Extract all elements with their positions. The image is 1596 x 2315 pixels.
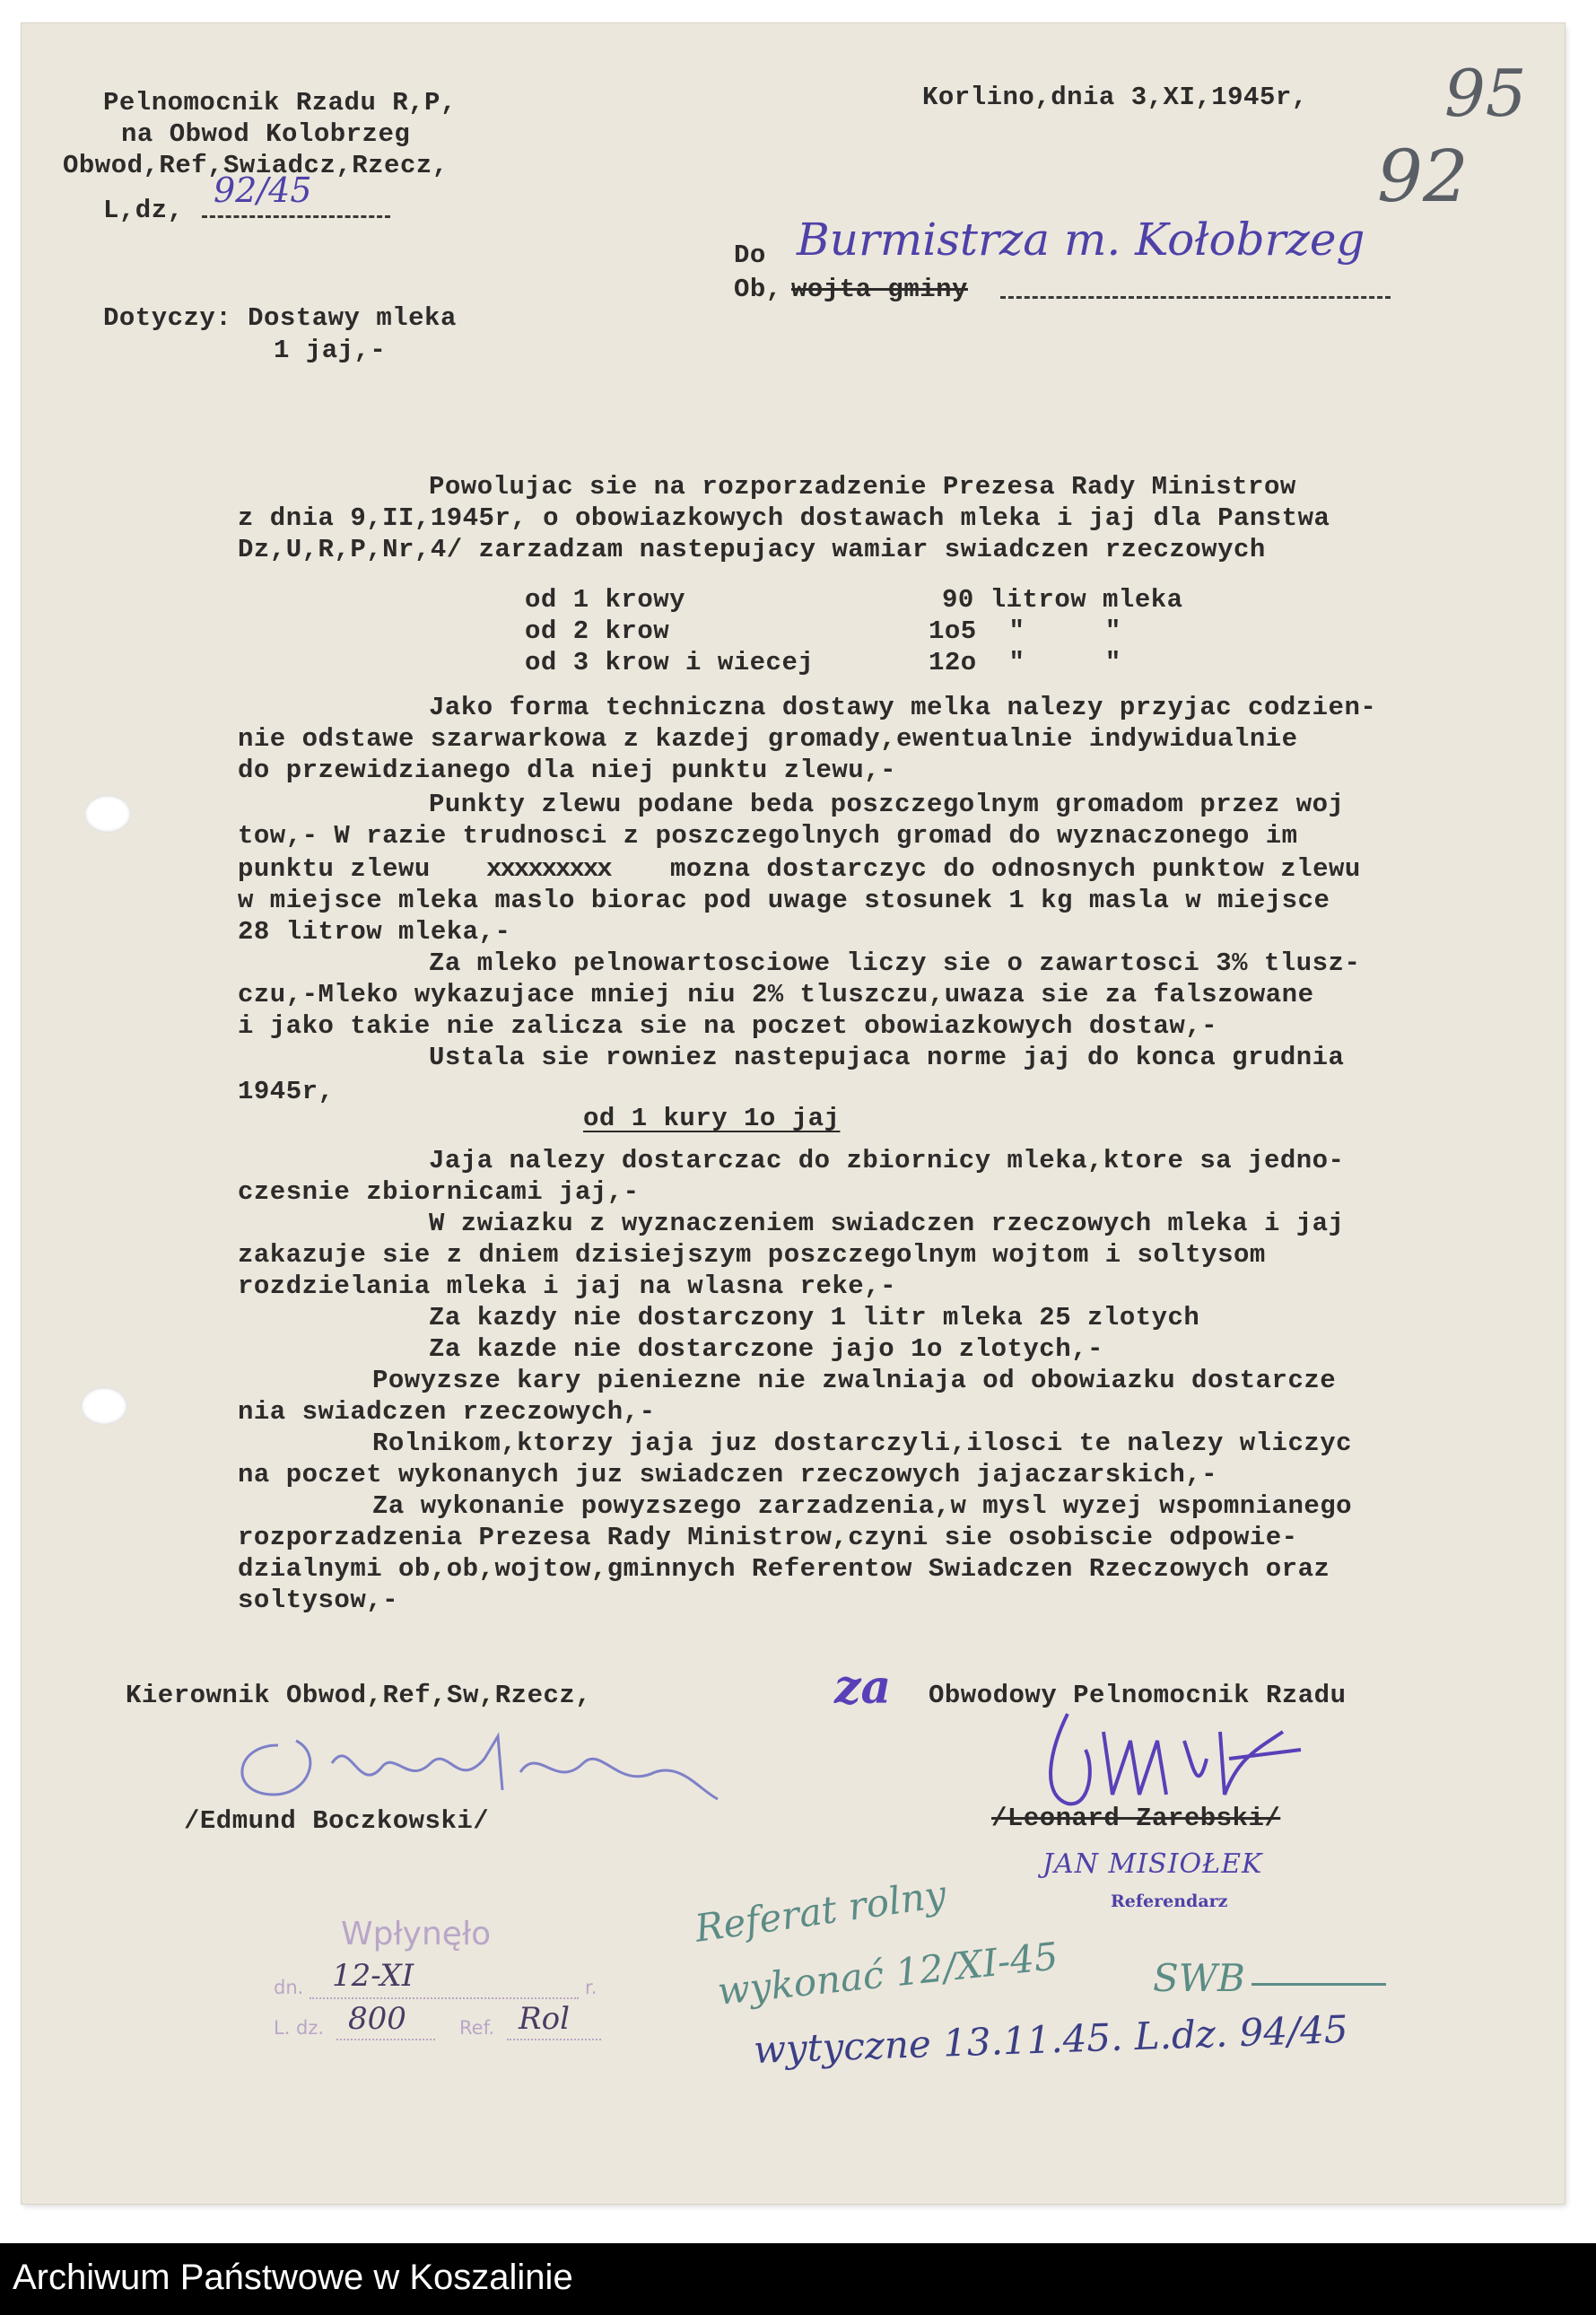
right-signatory-title: Obwodowy Pelnomocnik Rzadu xyxy=(929,1681,1347,1710)
punch-hole-top xyxy=(84,795,131,833)
addressee-ob-label: Ob, xyxy=(734,275,782,304)
reference-prefix: L,dz, xyxy=(103,196,184,225)
egg-norm: od 1 kury 1o jaj xyxy=(583,1104,841,1133)
reference-underline xyxy=(202,215,390,218)
annotation-green-line-2: wykonać 12/XI-45 xyxy=(715,1934,1060,2014)
received-dn-line xyxy=(310,1997,579,1999)
body-line: czu,-Mleko wykazujace mniej niu 2% tluszczu,uwaza sie za falszowane xyxy=(238,980,1314,1009)
annotation-green-tail xyxy=(1252,1983,1386,1986)
body-line: 28 litrow mleka,- xyxy=(238,917,511,947)
archive-name: Archiwum Państwowe w Koszalinie xyxy=(13,2258,573,2297)
annotation-blue-line: wytyczne 13.11.45. L.dz. 94/45 xyxy=(753,2006,1349,2072)
archive-number-struck: 92 xyxy=(1377,135,1469,218)
sender-line-3: Obwod,Ref,Swiadcz,Rzecz, xyxy=(63,151,449,180)
received-stamp-title: Wpłynęło xyxy=(341,1916,492,1952)
body-line: Rolnikom,ktorzy jaja juz dostarczyli,ilosci te nalezy wliczyc xyxy=(372,1428,1353,1458)
received-ref-value: Rol xyxy=(519,2001,570,2037)
body-line: zakazuje sie z dniem dzisiejszym poszczegolnym wojtom i soltysom xyxy=(238,1240,1266,1270)
body-line: Jaja nalezy dostarczac do zbiornicy mleka,ktore sa jedno- xyxy=(429,1146,1345,1175)
body-line: mozna dostarczyc do odnosnych punktow zlewu xyxy=(670,854,1361,884)
addressee-handwritten: Burmistrza m. Kołobrzeg xyxy=(797,214,1365,266)
body-line: soltysow,- xyxy=(238,1586,399,1615)
body-line: 1945r, xyxy=(238,1077,335,1106)
body-line: nia swiadczen rzeczowych,- xyxy=(238,1397,656,1427)
place-date: Korlino,dnia 3,XI,1945r, xyxy=(922,83,1308,112)
subject-line-1: Dotyczy: Dostawy mleka xyxy=(103,303,457,333)
intro-line-3: Dz,U,R,P,Nr,4/ zarzadzam nastepujacy wamiar swiadczen rzeczowych xyxy=(238,535,1266,564)
body-line: czesnie zbiornicami jaj,- xyxy=(238,1177,640,1207)
body-line: Powyzsze kary pieniezne nie zwalniaja od obowiazku dostarcze xyxy=(372,1366,1337,1395)
quota-label-1: od 1 krowy xyxy=(525,585,686,615)
body-line: Za mleko pelnowartosciowe liczy sie o zawartosci 3% tlusz- xyxy=(429,948,1361,978)
body-line: W zwiazku z wyznaczeniem swiadczen rzeczowych mleka i jaj xyxy=(429,1209,1345,1238)
body-line: Punkty zlewu podane beda poszczegolnym gromadom przez woj xyxy=(429,790,1345,819)
quota-label-2: od 2 krow xyxy=(525,616,670,646)
quota-value-2: 1o5 " " xyxy=(929,616,1121,646)
quota-value-1: 90 litrow mleka xyxy=(942,585,1183,615)
right-signatory-name-struck: /Leonard Zarebski/ xyxy=(991,1804,1281,1833)
body-line: i jako takie nie zalicza sie na poczet obowiazkowych dostaw,- xyxy=(238,1011,1218,1041)
body-line: na poczet wykonanych juz swiadczen rzeczowych jajaczarskich,- xyxy=(238,1460,1218,1489)
sender-line-1: Pelnomocnik Rzadu R,P, xyxy=(103,88,457,118)
stamp-name: JAN MISIOŁEK xyxy=(1042,1848,1263,1880)
body-line: Za kazde nie dostarczone jajo 1o zlotych,- xyxy=(429,1334,1103,1364)
received-ldz-value: 800 xyxy=(348,2001,406,2037)
archive-footer xyxy=(0,2243,1596,2315)
punch-hole-bottom xyxy=(81,1387,127,1425)
body-line: do przewidzianego dla niej punktu zlewu,- xyxy=(238,756,897,785)
annotation-green-initials: SWB xyxy=(1153,1956,1245,2000)
za-handwritten: za xyxy=(834,1660,892,1715)
addressee-ob-struck: wojta gminy xyxy=(791,275,968,304)
sender-line-2: na Obwod Kolobrzeg xyxy=(121,119,411,149)
body-line: tow,- W razie trudnosci z poszczegolnych gromad do wyznaczonego im xyxy=(238,821,1298,851)
received-dn-label: dn. xyxy=(274,1977,304,1998)
intro-line-2: z dnia 9,II,1945r, o obowiazkowych dostawach mleka i jaj dla Panstwa xyxy=(238,503,1330,533)
reference-number: 92/45 xyxy=(214,170,312,210)
body-line: rozdzielania mleka i jaj na wlasna reke,- xyxy=(238,1271,897,1301)
addressee-do-label: Do xyxy=(734,240,766,270)
body-line: Za kazdy nie dostarczony 1 litr mleka 25 zlotych xyxy=(429,1303,1200,1332)
body-line: Jako forma techniczna dostawy melka nalezy przyjac codzien- xyxy=(429,693,1377,722)
left-signatory-name: /Edmund Boczkowski/ xyxy=(184,1806,490,1836)
subject-line-2: 1 jaj,- xyxy=(274,336,387,365)
received-ldz-label: L. dz. xyxy=(274,2017,325,2039)
struck-out-word: xxxxxxxxx xyxy=(486,854,611,884)
quota-value-3: 12o " " xyxy=(929,648,1121,677)
body-line: Ustala sie rowniez nastepujaca norme jaj do konca grudnia xyxy=(429,1043,1345,1072)
received-r-label: r. xyxy=(585,1977,597,1998)
received-ref-line xyxy=(507,2039,601,2040)
received-ldz-line xyxy=(336,2039,435,2040)
stamp-role: Referendarz xyxy=(1111,1891,1228,1911)
body-line: w miejsce mleka maslo biorac pod uwage stosunek 1 kg masla w miejsce xyxy=(238,886,1330,915)
body-line: punktu zlewu xyxy=(238,854,431,884)
archive-number-top: 95 xyxy=(1444,56,1527,131)
body-line: dzialnymi ob,ob,wojtow,gminnych Referentow Swiadczen Rzeczowych oraz xyxy=(238,1554,1330,1584)
left-signatory-title: Kierownik Obwod,Ref,Sw,Rzecz, xyxy=(126,1681,592,1710)
received-ref-label: Ref. xyxy=(459,2017,495,2039)
addressee-underline xyxy=(1000,296,1391,299)
intro-line-1: Powolujac sie na rozporzadzenie Prezesa Rady Ministrow xyxy=(429,472,1296,502)
left-signature xyxy=(224,1709,727,1817)
quota-label-3: od 3 krow i wiecej xyxy=(525,648,815,677)
annotation-green-line-1: Referat rolny xyxy=(692,1872,949,1951)
body-line: rozporzadzenia Prezesa Rady Ministrow,czyni sie osobiscie odpowie- xyxy=(238,1523,1298,1552)
body-line: nie odstawe szarwarkowa z kazdej gromady,ewentualnie indywidualnie xyxy=(238,724,1298,754)
received-dn-value: 12-XI xyxy=(332,1958,414,1994)
body-line: Za wykonanie powyzszego zarzadzenia,w mysl wyzej wspomnianego xyxy=(372,1491,1353,1521)
